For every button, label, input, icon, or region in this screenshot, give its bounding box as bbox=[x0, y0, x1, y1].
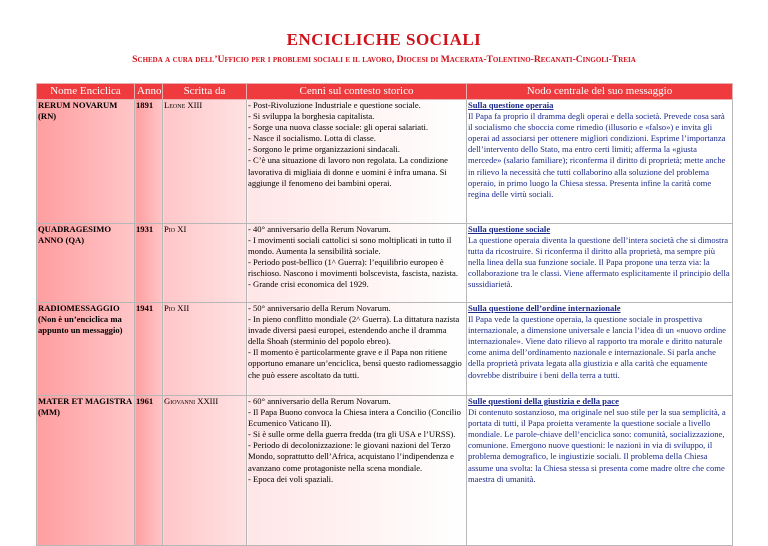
historical-context bbox=[247, 100, 467, 224]
encyclicals-table bbox=[36, 83, 733, 546]
encyclical-author: Pio XI bbox=[163, 224, 247, 303]
encyclical-name: RERUM NOVARUM (RN) bbox=[37, 100, 135, 224]
message-text: Di contenuto sostanzioso, ma originale nel suo stile per la sua semplicità, a portata di tutti, il Papa proietta veramente la questione sociale a livello mondiale. Le parole-chiave dell’enciclica sono: comunità, socializzazione, comunione. Emergono nuove questioni: le nazioni in via di sviluppo, il problema demografico, le ingiustizie sociali. Il problema della Chiesa assume una svolta: la Chiesa stessa si presenta come madre oltre che come maestra di umanità. bbox=[468, 407, 726, 484]
historical-context bbox=[247, 224, 467, 303]
encyclical-name: QUADRAGESIMO ANNO (QA) bbox=[37, 224, 135, 303]
message-heading: Sulla questione operaia bbox=[468, 100, 554, 110]
table-header-row bbox=[37, 84, 733, 100]
context-line: - Si è sulle orme della guerra fredda (tra gli USA e l’URSS). bbox=[248, 429, 456, 440]
header-name: Nome Enciclica bbox=[37, 84, 135, 100]
context-line: - 50° anniversario della Rerum Novarum. bbox=[248, 303, 391, 313]
context-line: - Grande crisi economica del 1929. bbox=[248, 279, 369, 290]
encyclical-author: Leone XIII bbox=[163, 100, 247, 224]
page-subtitle: Scheda a cura dell’Ufficio per i problemi sociali e il lavoro, Diocesi di Macerata-Tolentino-Recanati-Cingoli-Treia bbox=[132, 54, 636, 65]
encyclical-year: 1931 bbox=[135, 224, 163, 303]
context-line: - Il Papa Buono convoca la Chiesa intera a Concilio (Concilio Ecumenico Vaticano II). bbox=[248, 407, 461, 429]
context-line: - Nasce il socialismo. Lotta di classe. bbox=[248, 133, 376, 144]
encyclical-author: Pio XII bbox=[163, 303, 247, 396]
historical-context bbox=[247, 396, 467, 546]
context-line: - Sorge una nuova classe sociale: gli operai salariati. bbox=[248, 122, 429, 133]
context-line: - 40° anniversario della Rerum Novarum. bbox=[248, 224, 391, 234]
header-author: Scritta da bbox=[163, 84, 247, 100]
central-message bbox=[467, 303, 733, 396]
encyclical-year: 1941 bbox=[135, 303, 163, 396]
message-text: La questione operaia diventa la questione dell’intera società che si dimostra tutta da ricostruire. Si riconferma il diritto alla proprietà, ma sempre più nella linea della sua funzione sociale. Il Papa propone una terza via: la collaborazione tra le classi. Viene affermato esplicitamente il principio della sussidiarietà. bbox=[468, 235, 730, 290]
central-message bbox=[467, 100, 733, 224]
context-line: - Si sviluppa la borghesia capitalista. bbox=[248, 111, 375, 122]
context-line: - In pieno conflitto mondiale (2^ Guerra). La dittatura nazista invade diversi paesi europei, estendendo anche il dramma della Shoah (sterminio del popolo ebreo). bbox=[248, 314, 460, 347]
central-message bbox=[467, 396, 733, 546]
header-year: Anno bbox=[135, 84, 163, 100]
message-text: Il Papa vede la questione operaia, la questione sociale in prospettiva internazionale, a dimensione universale e lancia l’idea di un «nuovo ordine internazionale». Viene dato rilievo al rapporto tra morale e diritto naturale come anima dell’ordinamento nazionale e internazionale. Si parla anche della proprietà privata legata alla giustizia e alla carità che equamente dovrebbe distribuire i beni della terra a tutti. bbox=[468, 314, 726, 380]
message-text: Il Papa fa proprio il dramma degli operai e della società. Prevede cosa sarà il socialismo che sboccia come rimedio (illusorio e «falso») e invita gli operai ad associarsi per ottenere migliori condizioni. Esprime l’importanza dell’intervento dello Stato, ma entro certi limiti; afferma la «giusta mercede» (salario familiare); riconferma il diritto di proprietà; mette anche in rilievo la necessità che tutti collaborino alla soluzione del problema operaio, in primo luogo la Chiesa stessa. Presenta infine la carità come regina delle virtù sociali. bbox=[468, 111, 726, 199]
central-message bbox=[467, 224, 733, 303]
encyclical-author: Giovanni XXIII bbox=[163, 396, 247, 546]
encyclical-name: RADIOMESSAGGIO (Non è un’enciclica ma appunto un messaggio) bbox=[37, 303, 135, 396]
table-row bbox=[37, 224, 733, 303]
context-line: - I movimenti sociali cattolici si sono moltiplicati in tutto il mondo. Aumenta la sensibilità sociale. bbox=[248, 235, 452, 257]
table-row bbox=[37, 100, 733, 224]
table-row bbox=[37, 396, 733, 546]
context-line: - Epoca dei voli spaziali. bbox=[248, 473, 334, 484]
page-title: ENCICLICHE SOCIALI bbox=[286, 30, 482, 49]
historical-context bbox=[247, 303, 467, 396]
header-context: Cenni sul contesto storico bbox=[247, 84, 467, 100]
encyclical-year: 1961 bbox=[135, 396, 163, 546]
context-line: - Il momento è particolarmente grave e il Papa non ritiene opportuno emanare un’enciclica, bensì questo radiomessaggio che può essere ascoltato da tutti. bbox=[248, 347, 462, 380]
header-node: Nodo centrale del suo messaggio bbox=[467, 84, 733, 100]
message-heading: Sulla questione sociale bbox=[468, 224, 551, 234]
message-heading: Sulla questione dell’ordine internazionale bbox=[468, 303, 621, 313]
encyclical-year: 1891 bbox=[135, 100, 163, 224]
context-line: - Post-Rivoluzione Industriale e questione sociale. bbox=[248, 100, 421, 110]
context-line: - Periodo di decolonizzazione: le giovani nazioni del Terzo Mondo, soprattutto dell’Africa, acquistano l’indipendenza e avanzano come protagoniste nella scena mondiale. bbox=[248, 440, 454, 473]
message-heading: Sulle questioni della giustizia e della pace bbox=[468, 396, 619, 406]
context-line: - Sorgono le prime organizzazioni sindacali. bbox=[248, 144, 400, 155]
encyclical-name: MATER ET MAGISTRA (MM) bbox=[37, 396, 135, 546]
context-line: - C’è una situazione di lavoro non regolata. La condizione lavorativa di migliaia di donne e uomini è infra umana. Si aggiunge il fenomeno dei bambini operai. bbox=[248, 155, 448, 188]
context-line: - Periodo post-bellico (1^ Guerra): l’equilibrio europeo è rischioso. Nascono i movimenti bolscevista, fascista, nazista. bbox=[248, 257, 459, 279]
context-line: - 60° anniversario della Rerum Novarum. bbox=[248, 396, 391, 406]
table-row bbox=[37, 303, 733, 396]
